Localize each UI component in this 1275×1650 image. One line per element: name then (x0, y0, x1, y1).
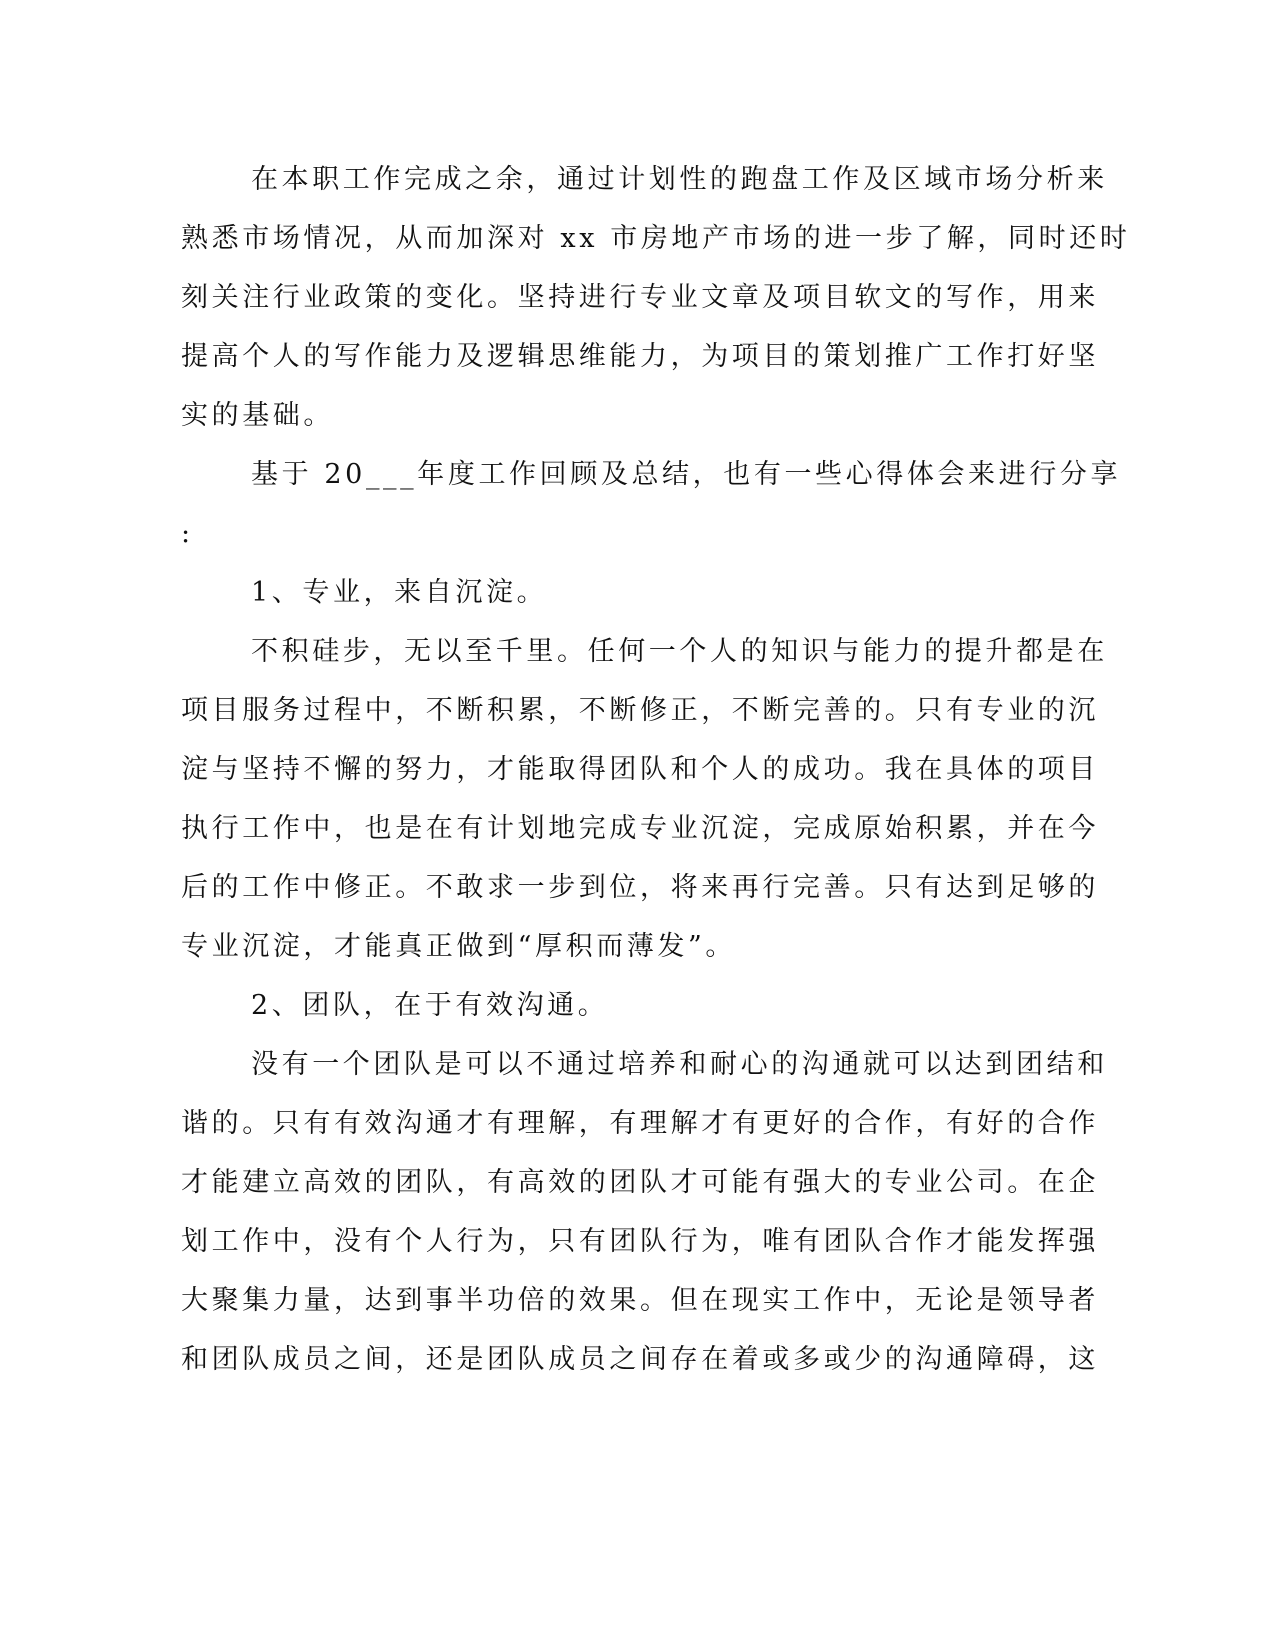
text-line: 没有一个团队是可以不通过培养和耐心的沟通就可以达到团结和 (251, 1049, 1108, 1080)
section-heading: 1、专业，来自沉淀。 (251, 577, 548, 608)
text-line: 淀与坚持不懈的努力，才能取得团队和个人的成功。我在具体的项目 (181, 754, 1099, 785)
text-line: 实的基础。 (181, 400, 334, 431)
text-line: 在本职工作完成之余，通过计划性的跑盘工作及区域市场分析来 (251, 164, 1108, 195)
text-line: 专业沉淀，才能真正做到“厚积而薄发”。 (181, 931, 737, 962)
text-line: 才能建立高效的团队，有高效的团队才可能有强大的专业公司。在企 (181, 1167, 1099, 1198)
text-line: 不积硅步，无以至千里。任何一个人的知识与能力的提升都是在 (251, 636, 1108, 667)
text-line: 执行工作中，也是在有计划地完成专业沉淀，完成原始积累，并在今 (181, 813, 1099, 844)
text-line: 划工作中，没有个人行为，只有团队行为，唯有团队合作才能发挥强 (181, 1226, 1099, 1257)
text-line: 基于 20___年度工作回顾及总结，也有一些心得体会来进行分享 (251, 459, 1122, 490)
section-heading: 2、团队，在于有效沟通。 (251, 990, 609, 1021)
text-line: 大聚集力量，达到事半功倍的效果。但在现实工作中，无论是领导者 (181, 1285, 1099, 1316)
text-line: 谐的。只有有效沟通才有理解，有理解才有更好的合作，有好的合作 (181, 1108, 1099, 1139)
text-line: 后的工作中修正。不敢求一步到位，将来再行完善。只有达到足够的 (181, 872, 1099, 903)
text-line: 项目服务过程中，不断积累，不断修正，不断完善的。只有专业的沉 (181, 695, 1099, 726)
text-line: 和团队成员之间，还是团队成员之间存在着或多或少的沟通障碍，这 (181, 1344, 1099, 1375)
text-line: : (181, 518, 194, 549)
text-line: 刻关注行业政策的变化。坚持进行专业文章及项目软文的写作，用来 (181, 282, 1099, 313)
text-line: 提高个人的写作能力及逻辑思维能力，为项目的策划推广工作打好坚 (181, 341, 1099, 372)
text-line: 熟悉市场情况，从而加深对 xx 市房地产市场的进一步了解，同时还时 (181, 223, 1131, 254)
